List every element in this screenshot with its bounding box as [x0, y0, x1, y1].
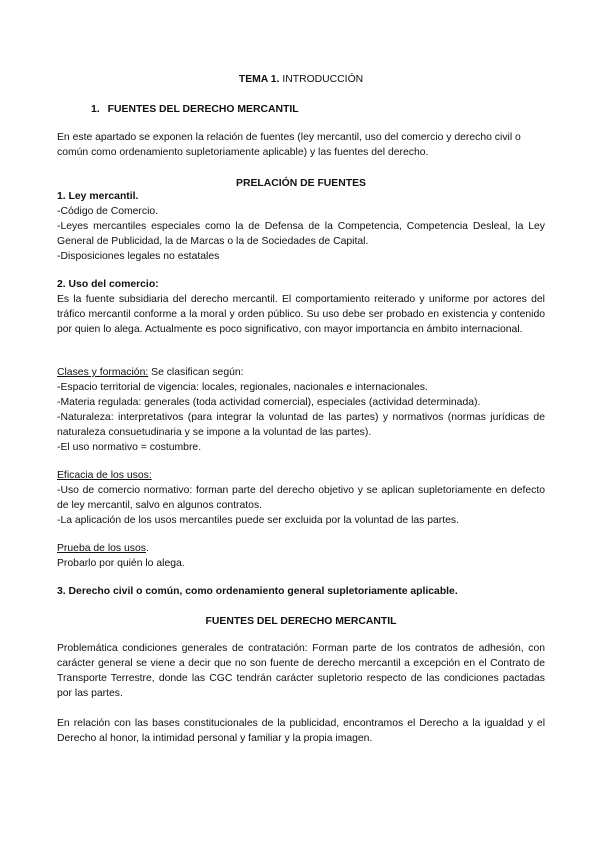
clases-heading: Clases y formación:	[57, 367, 149, 378]
eficacia-item: -Uso de comercio normativo: forman parte del derecho objetivo y se aplican supletoriamente en defecto de ley mercantil, salvo en algunos contratos.	[57, 485, 545, 511]
topic-number: TEMA 1.	[238, 74, 280, 85]
topic-header	[57, 72, 545, 87]
civil-title: 3. Derecho civil o común, como ordenamiento general supletoriamente aplicable.	[57, 586, 458, 597]
prueba-heading-line	[57, 541, 545, 556]
clases-item: -Naturaleza: interpretativos (para integrar la voluntad de las partes) y normativos (normas jurídicas de naturaleza consuetudinaria y se impone a la voluntad de las partes).	[57, 412, 545, 438]
eficacia-section	[57, 468, 545, 528]
ley-item: -Código de Comercio.	[57, 206, 159, 217]
eficacia-item: -La aplicación de los usos mercantiles puede ser excluida por la voluntad de las partes.	[57, 515, 460, 526]
civil-section	[57, 584, 545, 599]
ley-section	[57, 189, 545, 264]
section-title: FUENTES DEL DERECHO MERCANTIL	[107, 104, 299, 115]
uso-title: 2. Uso del comercio:	[57, 279, 159, 290]
clases-item: -Espacio territorial de vigencia: locales, regionales, nacionales e internacionales.	[57, 382, 428, 393]
prueba-section	[57, 541, 545, 571]
ley-item: -Disposiciones legales no estatales	[57, 251, 220, 262]
eficacia-heading: Eficacia de los usos:	[57, 470, 152, 481]
clases-item: -Materia regulada: generales (toda actividad comercial), especiales (actividad determinada).	[57, 397, 481, 408]
prueba-heading-rest: .	[145, 543, 149, 554]
uso-text: Es la fuente subsidiaria del derecho mercantil. El comportamiento reiterado y uniforme por actores del tráfico mercantil conforme a la moral y orden público. Su uso debe ser probado en existencia y contenido por quien lo alega. Actualmente es poco significativo, con mayor importancia en ámbito internacional.	[57, 294, 545, 335]
ley-item: -Leyes mercantiles especiales como la de Defensa de la Competencia, Competencia Desleal, la Ley General de Publicidad, la de Marcas o la de Sociedades de Capital.	[57, 221, 545, 247]
section-number: 1.	[91, 104, 100, 115]
clases-heading-line	[57, 365, 545, 380]
prelacion-title-text: PRELACIÓN DE FUENTES	[236, 178, 366, 189]
clases-item: -El uso normativo = costumbre.	[57, 442, 202, 453]
section-heading	[91, 102, 491, 117]
cgc-paragraph: Problemática condiciones generales de contratación: Forman parte de los contratos de adhesión, con carácter general se viene a decir que no son fuente de derecho mercantil a excepción en el Contrato de Transporte Terrestre, donde las CGC tendrán carácter supletorio respecto de las condiciones pactadas por las partes.	[57, 643, 545, 699]
prueba-heading: Prueba de los usos	[57, 543, 146, 554]
intro-paragraph: En este apartado se exponen la relación de fuentes (ley mercantil, uso del comercio y derecho civil o común como ordenamiento supletoriamente aplicable) y las fuentes del derecho.	[57, 132, 521, 158]
topic-title: INTRODUCCIÓN	[279, 74, 364, 85]
clases-section	[57, 365, 545, 455]
clases-heading-rest: Se clasifican según:	[148, 367, 244, 378]
uso-section	[57, 277, 545, 337]
publicidad-paragraph: En relación con las bases constitucionales de la publicidad, encontramos el Derecho a la igualdad y el Derecho al honor, la intimidad personal y familiar y la propia imagen.	[57, 718, 545, 744]
fuentes-title	[57, 614, 545, 629]
prueba-text: Probarlo por quién lo alega.	[57, 558, 185, 569]
ley-title: 1. Ley mercantil.	[57, 191, 139, 202]
fuentes-title-text: FUENTES DEL DERECHO MERCANTIL	[205, 616, 397, 627]
